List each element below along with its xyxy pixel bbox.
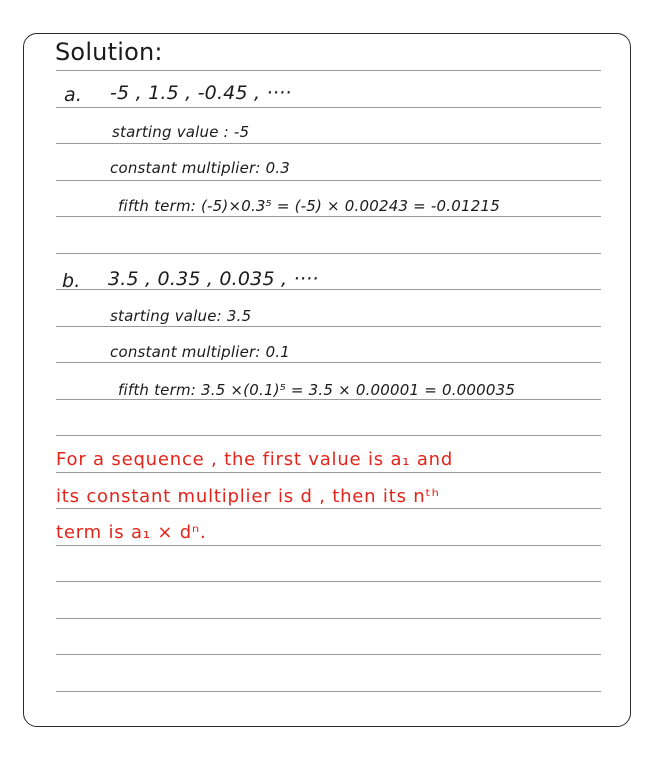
- ruled-line: [56, 691, 601, 692]
- ruled-line: [56, 399, 601, 400]
- ruled-line: [56, 654, 601, 655]
- ruled-line: [56, 253, 601, 254]
- part-b-sequence: 3.5 , 0.35 , 0.035 , ····: [108, 268, 319, 290]
- ruled-line: [56, 143, 601, 144]
- ruled-line: [56, 472, 601, 473]
- part-a-starting-value: starting value : -5: [112, 123, 250, 141]
- ruled-line: [56, 70, 601, 71]
- ruled-line: [56, 581, 601, 582]
- ruled-line: [56, 326, 601, 327]
- ruled-line: [56, 107, 601, 108]
- part-b-starting-value: starting value: 3.5: [110, 307, 252, 325]
- solution-heading: Solution:: [55, 38, 163, 66]
- part-a-fifth-term: fifth term: (-5)×0.3⁵ = (-5) × 0.00243 = -0.01215: [118, 197, 500, 215]
- part-b-label: b.: [62, 270, 81, 292]
- ruled-line: [56, 362, 601, 363]
- note-line-2: its constant multiplier is d , then its nᵗʰ: [56, 486, 440, 507]
- ruled-line: [56, 545, 601, 546]
- part-a-label: a.: [64, 84, 83, 106]
- ruled-line: [56, 216, 601, 217]
- ruled-line: [56, 508, 601, 509]
- part-b-fifth-term: fifth term: 3.5 ×(0.1)⁵ = 3.5 × 0.00001 = 0.000035: [118, 381, 516, 399]
- note-line-1: For a sequence , the first value is a₁ and: [56, 449, 454, 470]
- ruled-line: [56, 435, 601, 436]
- ruled-line: [56, 180, 601, 181]
- part-a-sequence: -5 , 1.5 , -0.45 , ····: [110, 82, 292, 104]
- part-a-constant-multiplier: constant multiplier: 0.3: [110, 159, 291, 177]
- ruled-line: [56, 618, 601, 619]
- note-line-3: term is a₁ × dⁿ.: [56, 522, 207, 543]
- part-b-constant-multiplier: constant multiplier: 0.1: [110, 343, 291, 361]
